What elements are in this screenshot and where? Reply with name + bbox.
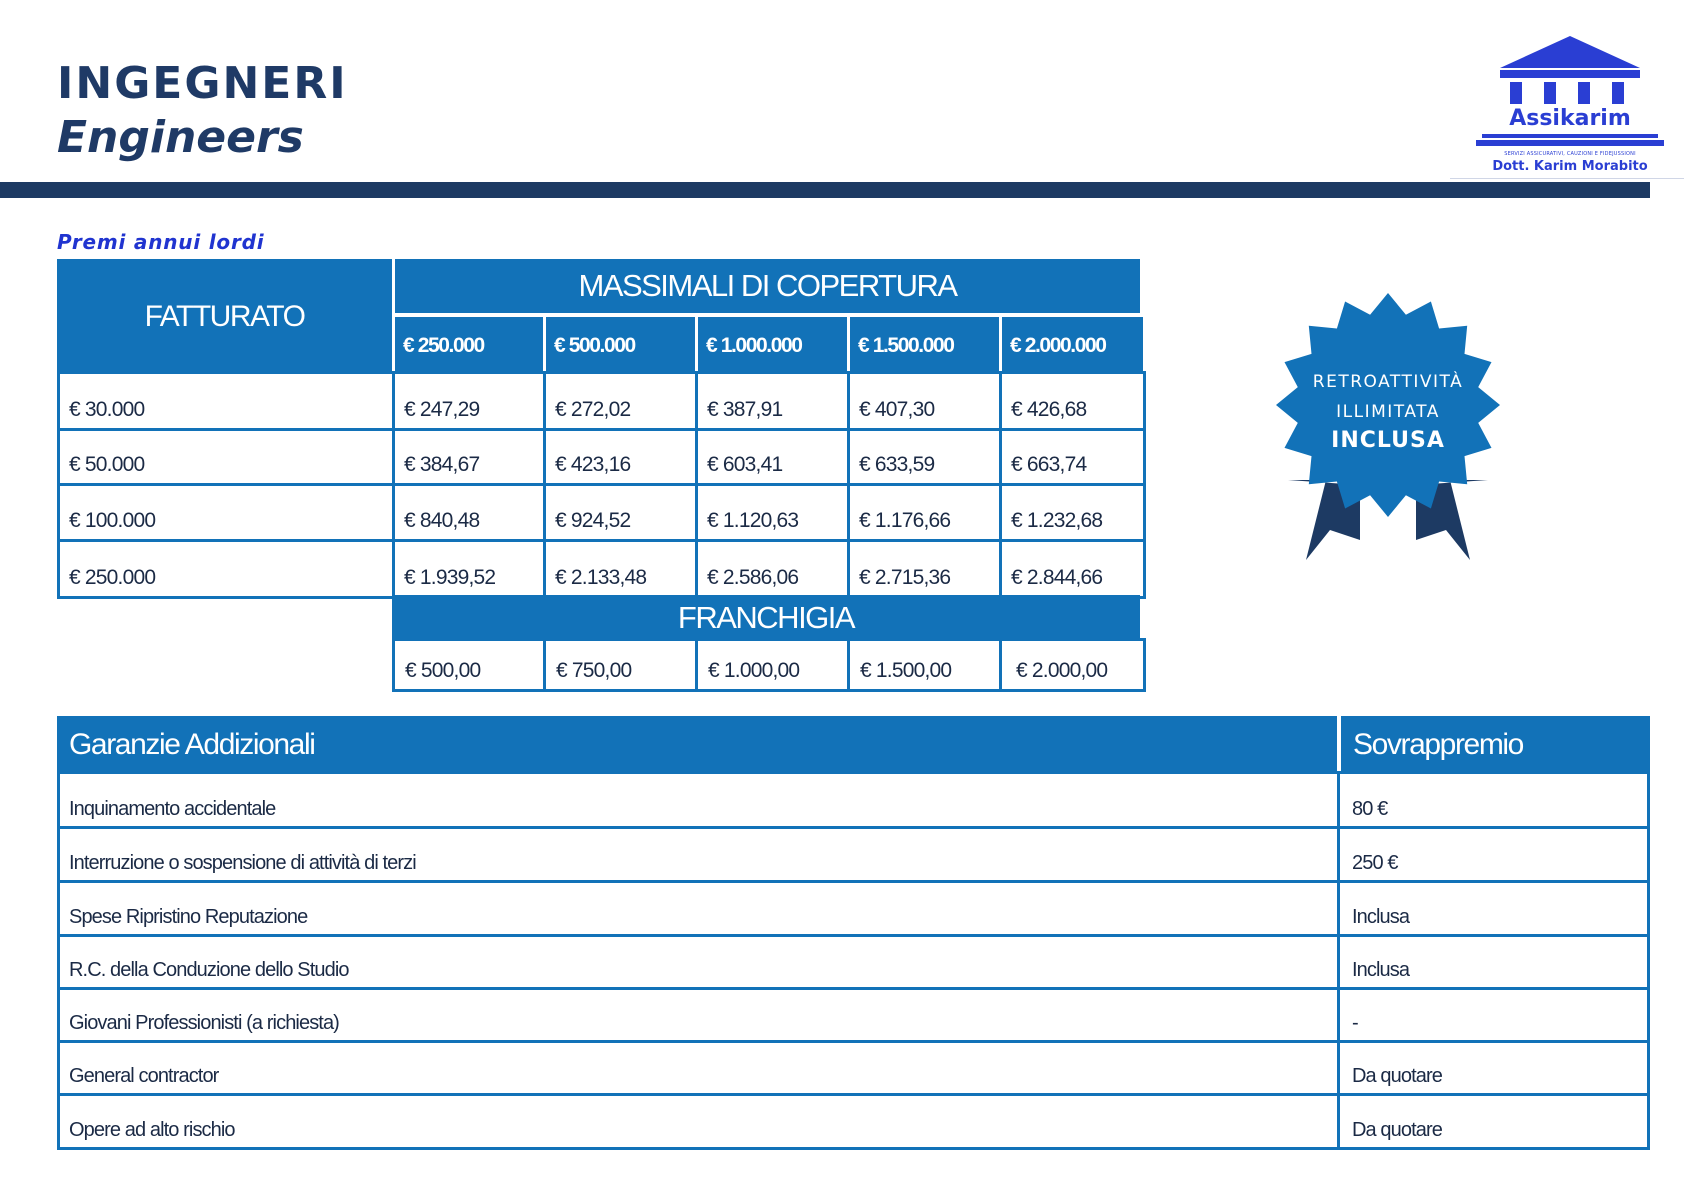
guarantee-name-cell: General contractor <box>57 1040 1340 1096</box>
premium-cell: € 633,59 <box>847 428 1002 486</box>
revenue-cell: € 250.000 <box>57 539 395 599</box>
premium-cell: € 840,48 <box>392 483 546 542</box>
premium-cell: € 1.176,66 <box>847 483 1002 542</box>
page-title: INGEGNERI <box>57 58 348 109</box>
coverage-header: MASSIMALI DI COPERTURA <box>395 259 1140 313</box>
premium-cell: € 384,67 <box>392 428 546 486</box>
surcharge-value-cell: 80 € <box>1337 771 1650 829</box>
deductible-cell: € 2.000,00 <box>999 638 1146 692</box>
guarantee-name-cell: R.C. della Conduzione dello Studio <box>57 934 1340 990</box>
premium-cell: € 2.844,66 <box>999 539 1146 599</box>
surcharge-value-cell: Inclusa <box>1337 934 1650 990</box>
logo-owner: Dott. Karim Morabito <box>1450 159 1684 179</box>
revenue-cell: € 50.000 <box>57 428 395 486</box>
guarantee-name-cell: Giovani Professionisti (a richiesta) <box>57 987 1340 1043</box>
premium-cell: € 2.715,36 <box>847 539 1002 599</box>
deductible-header: FRANCHIGIA <box>392 595 1140 641</box>
coverage-limit-header: € 500.000 <box>546 317 695 374</box>
revenue-header: FATTURATO <box>57 259 392 374</box>
coverage-limit-header: € 250.000 <box>395 317 543 374</box>
surcharge-value-cell: Inclusa <box>1337 880 1650 937</box>
premi-label: Premi annui lordi <box>57 230 265 254</box>
logo-name: Assikarim <box>1509 106 1631 131</box>
premium-cell: € 1.232,68 <box>999 483 1146 542</box>
guarantee-name-cell: Interruzione o sospensione di attività di terzi <box>57 826 1340 883</box>
deductible-cell: € 500,00 <box>392 638 546 692</box>
deductible-cell: € 1.500,00 <box>847 638 1002 692</box>
deductible-cell: € 750,00 <box>543 638 698 692</box>
surcharge-value-cell: Da quotare <box>1337 1093 1650 1150</box>
guarantee-name-cell: Inquinamento accidentale <box>57 771 1340 829</box>
coverage-limit-header: € 1.500.000 <box>850 317 999 374</box>
badge-line1: RETROATTIVITÀ <box>1312 372 1464 392</box>
premium-cell: € 663,74 <box>999 428 1146 486</box>
surcharge-value-cell: - <box>1337 987 1650 1043</box>
revenue-cell: € 100.000 <box>57 483 395 542</box>
premium-cell: € 2.133,48 <box>543 539 698 599</box>
premium-cell: € 426,68 <box>999 371 1146 431</box>
premium-cell: € 423,16 <box>543 428 698 486</box>
premium-cell: € 247,29 <box>392 371 546 431</box>
guarantee-name-cell: Opere ad alto rischio <box>57 1093 1340 1150</box>
badge-line3: INCLUSA <box>1331 428 1445 453</box>
premium-cell: € 924,52 <box>543 483 698 542</box>
coverage-limit-header: € 2.000.000 <box>1002 317 1143 374</box>
surcharge-value-cell: 250 € <box>1337 826 1650 883</box>
premium-cell: € 1.120,63 <box>695 483 850 542</box>
premium-cell: € 407,30 <box>847 371 1002 431</box>
surcharge-header: Sovrappremio <box>1341 716 1650 774</box>
guarantee-name-cell: Spese Ripristino Reputazione <box>57 880 1340 937</box>
page-subtitle: Engineers <box>57 112 304 163</box>
revenue-cell: € 30.000 <box>57 371 395 431</box>
deductible-cell: € 1.000,00 <box>695 638 850 692</box>
logo-tagline: SERVIZI ASSICURATIVI, CAUZIONI E FIDEJUSSIONI <box>1504 151 1636 157</box>
premium-cell: € 2.586,06 <box>695 539 850 599</box>
badge-line2: ILLIMITATA <box>1336 402 1440 422</box>
coverage-limit-header: € 1.000.000 <box>698 317 847 374</box>
header-divider <box>0 182 1650 198</box>
premium-cell: € 387,91 <box>695 371 850 431</box>
premium-cell: € 272,02 <box>543 371 698 431</box>
premium-cell: € 1.939,52 <box>392 539 546 599</box>
premium-cell: € 603,41 <box>695 428 850 486</box>
surcharge-value-cell: Da quotare <box>1337 1040 1650 1096</box>
guarantees-header: Garanzie Addizionali <box>57 716 1337 774</box>
